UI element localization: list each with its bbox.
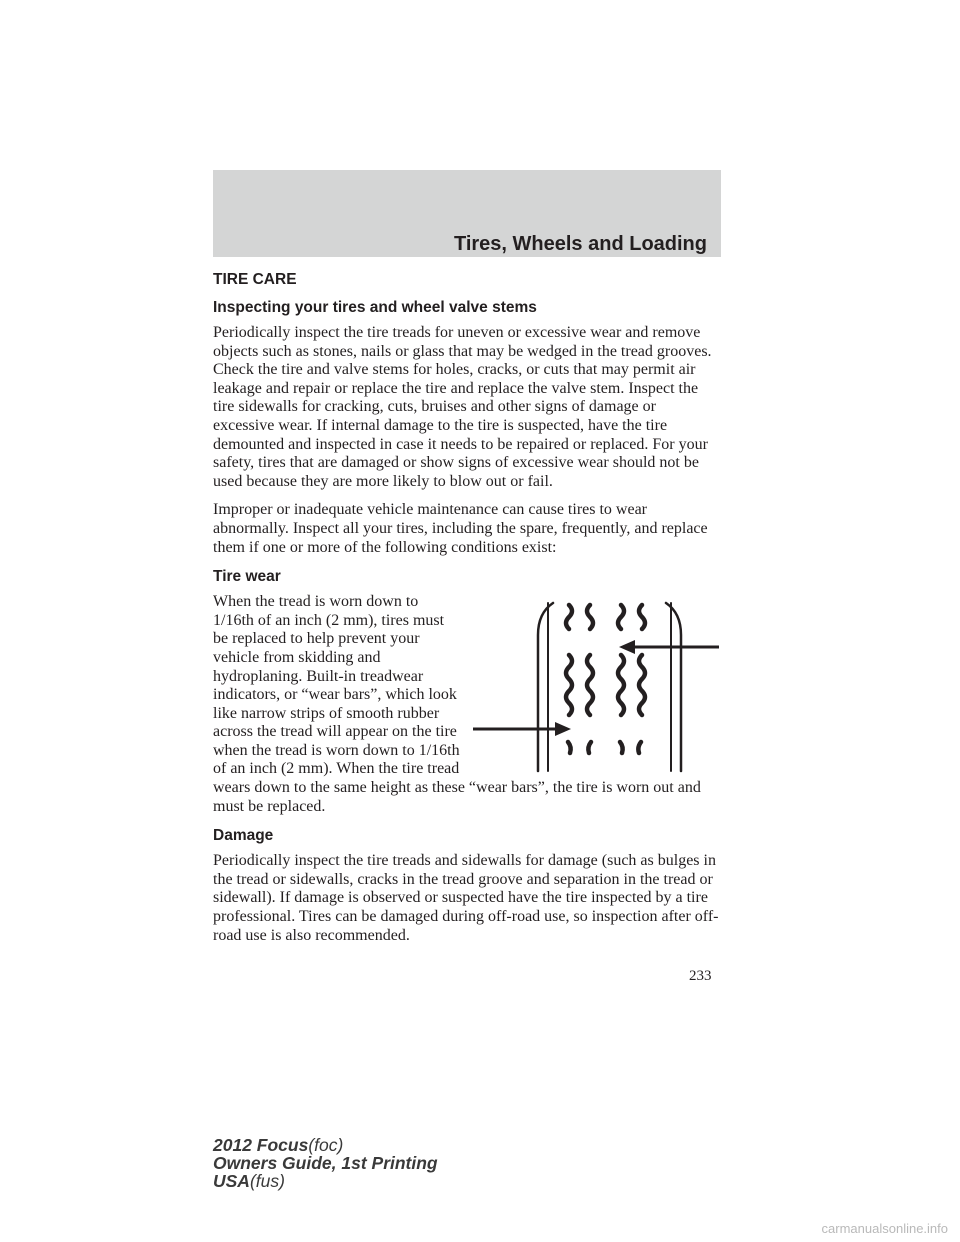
section-header-band <box>213 170 721 257</box>
tread-wear-bars-illustration <box>473 599 721 773</box>
footer-line-edition: Owners Guide, 1st Printing <box>213 1153 438 1173</box>
section-title: Tires, Wheels and Loading <box>453 233 707 255</box>
tire-outline-left <box>538 603 553 771</box>
heading-tire-wear: Tire wear <box>213 568 281 586</box>
footer-line-model: 2012 Focus(foc) <box>213 1135 344 1155</box>
heading-inspecting: Inspecting your tires and wheel valve stems <box>213 299 537 316</box>
print-footer <box>213 1136 438 1190</box>
page-content <box>213 270 721 955</box>
page-number: 233 <box>689 968 712 984</box>
paragraph-damage: Periodically inspect the tire treads and sidewalls for damage (such as bulges in the tread or sidewalls, cracks in the tread groove and separation in the tread or sidewall). If damage is observed or suspected have the tire inspected by a tire professional. Tires can be damaged during off-road use, so inspection after off-road use is also recommended. <box>213 852 719 944</box>
page-heading: TIRE CARE <box>213 271 297 288</box>
heading-damage: Damage <box>213 827 274 845</box>
paragraph-tire-wear: When the tread is worn down to 1/16th of an inch (2 mm), tires must be replaced to help prevent your vehicle from skidding and hydroplaning. Built-in treadwear indicators, or “wear bars”, which look like narrow strips of smooth rubber across the tread will appear on the tire when the tread is worn down to 1/16th of an inch (2 mm). When the tire tread wears down to the same height as these “wear bars”, the tire is worn out and must be replaced. <box>213 593 701 815</box>
site-watermark: carmanualsonline.info <box>821 1221 948 1236</box>
tread-wear-figure <box>473 599 721 773</box>
tread-grooves <box>566 605 645 753</box>
tire-outline-right <box>666 603 681 771</box>
footer-line-market: USA(fus) <box>213 1171 285 1191</box>
paragraph-inspecting-2: Improper or inadequate vehicle maintenance can cause tires to wear abnormally. Inspect all your tires, including the spare, frequently, and replace them if one or more of the following conditions exist: <box>213 501 708 556</box>
paragraph-inspecting-1: Periodically inspect the tire treads for uneven or excessive wear and remove objects such as stones, nails or glass that may be wedged in the tread grooves. Check the tire and valve stems for holes, cracks, or cuts that may permit air leakage and repair or replace the tire and replace the valve stem. Inspect the tire sidewalls for cracking, cuts, bruises and other signs of damage or excessive wear. If internal damage to the tire is suspected, have the tire demounted and inspected in case it needs to be repaired or replaced. For your safety, tires that are damaged or show signs of excessive wear should not be used because they are more likely to blow out or fail. <box>213 324 712 490</box>
